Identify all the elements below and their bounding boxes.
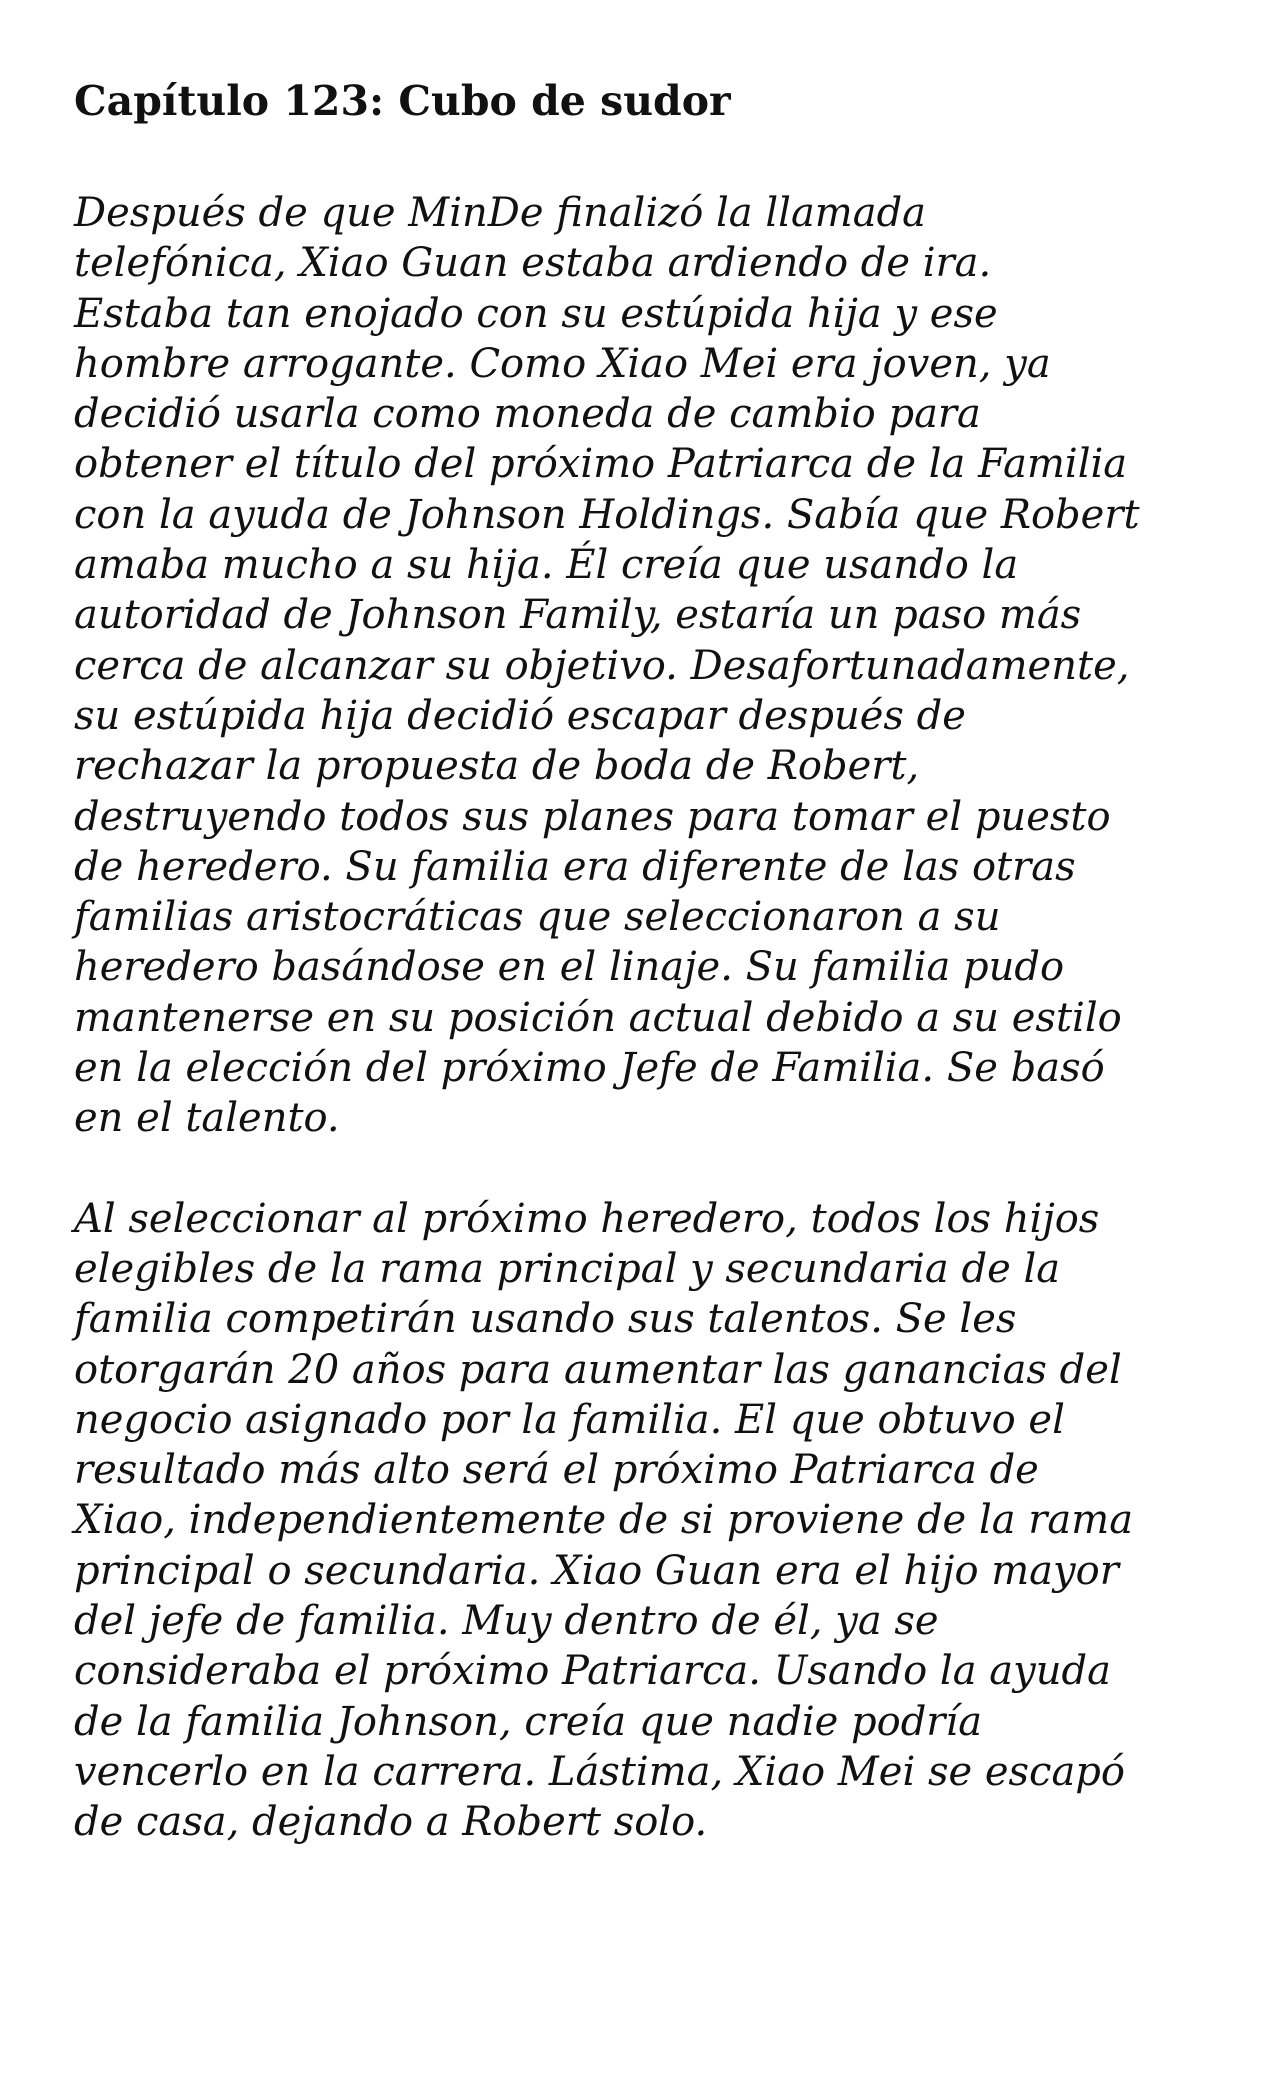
text-line: obtener el título del próximo Patriarca de la Familia <box>74 441 1128 488</box>
text-line: Estaba tan enojado con su estúpida hija y ese <box>74 290 998 337</box>
paragraph-1 <box>74 188 1214 1144</box>
chapter-body <box>74 188 1214 1848</box>
text-line: Xiao, independientemente de si proviene de la rama <box>74 1497 1134 1544</box>
text-line: vencerlo en la carrera. Lástima, Xiao Mei se escapó <box>74 1748 1125 1795</box>
text-line: otorgarán 20 años para aumentar las ganancias del <box>74 1346 1122 1393</box>
text-line: amaba mucho a su hija. Él creía que usando la <box>74 542 1019 589</box>
text-line: en el talento. <box>74 1095 340 1142</box>
text-line: telefónica, Xiao Guan estaba ardiendo de ira. <box>74 240 992 287</box>
chapter-title: Capítulo 123: Cubo de sudor <box>74 77 731 125</box>
text-line: consideraba el próximo Patriarca. Usando la ayuda <box>74 1648 1111 1695</box>
text-line: su estúpida hija decidió escapar después de <box>74 692 966 739</box>
text-line: en la elección del próximo Jefe de Familia. Se basó <box>74 1045 1105 1092</box>
text-line: cerca de alcanzar su objetivo. Desafortunadamente, <box>74 642 1130 689</box>
text-line: principal o secundaria. Xiao Guan era el hijo mayor <box>74 1547 1119 1594</box>
text-line: autoridad de Johnson Family, estaría un paso más <box>74 592 1082 639</box>
chapter-page <box>74 70 1214 1898</box>
text-line: familia competirán usando sus talentos. Se les <box>74 1296 1017 1343</box>
paragraph-2 <box>74 1194 1214 1848</box>
text-line: Después de que MinDe finalizó la llamada <box>74 190 927 236</box>
text-line: elegibles de la rama principal y secundaria de la <box>74 1245 1061 1292</box>
text-line: del jefe de familia. Muy dentro de él, ya se <box>74 1598 939 1645</box>
text-line: familias aristocráticas que seleccionaron a su <box>74 894 1001 941</box>
text-line: con la ayuda de Johnson Holdings. Sabía que Robert <box>74 491 1140 538</box>
text-line: decidió usarla como moneda de cambio para <box>74 391 981 438</box>
text-line: hombre arrogante. Como Xiao Mei era joven, ya <box>74 340 1051 387</box>
text-line: resultado más alto será el próximo Patriarca de <box>74 1447 1039 1494</box>
text-line: de la familia Johnson, creía que nadie podría <box>74 1698 983 1745</box>
text-line: destruyendo todos sus planes para tomar el puesto <box>74 793 1111 840</box>
text-line: de heredero. Su familia era diferente de las otras <box>74 843 1076 890</box>
text-line: negocio asignado por la familia. El que obtuvo el <box>74 1396 1065 1443</box>
text-line: mantenerse en su posición actual debido a su estilo <box>74 994 1122 1041</box>
text-line: rechazar la propuesta de boda de Robert, <box>74 743 920 790</box>
text-line: Al seleccionar al próximo heredero, todos los hijos <box>74 1195 1100 1242</box>
text-line: heredero basándose en el linaje. Su familia pudo <box>74 944 1065 991</box>
text-line: de casa, dejando a Robert solo. <box>74 1799 708 1846</box>
